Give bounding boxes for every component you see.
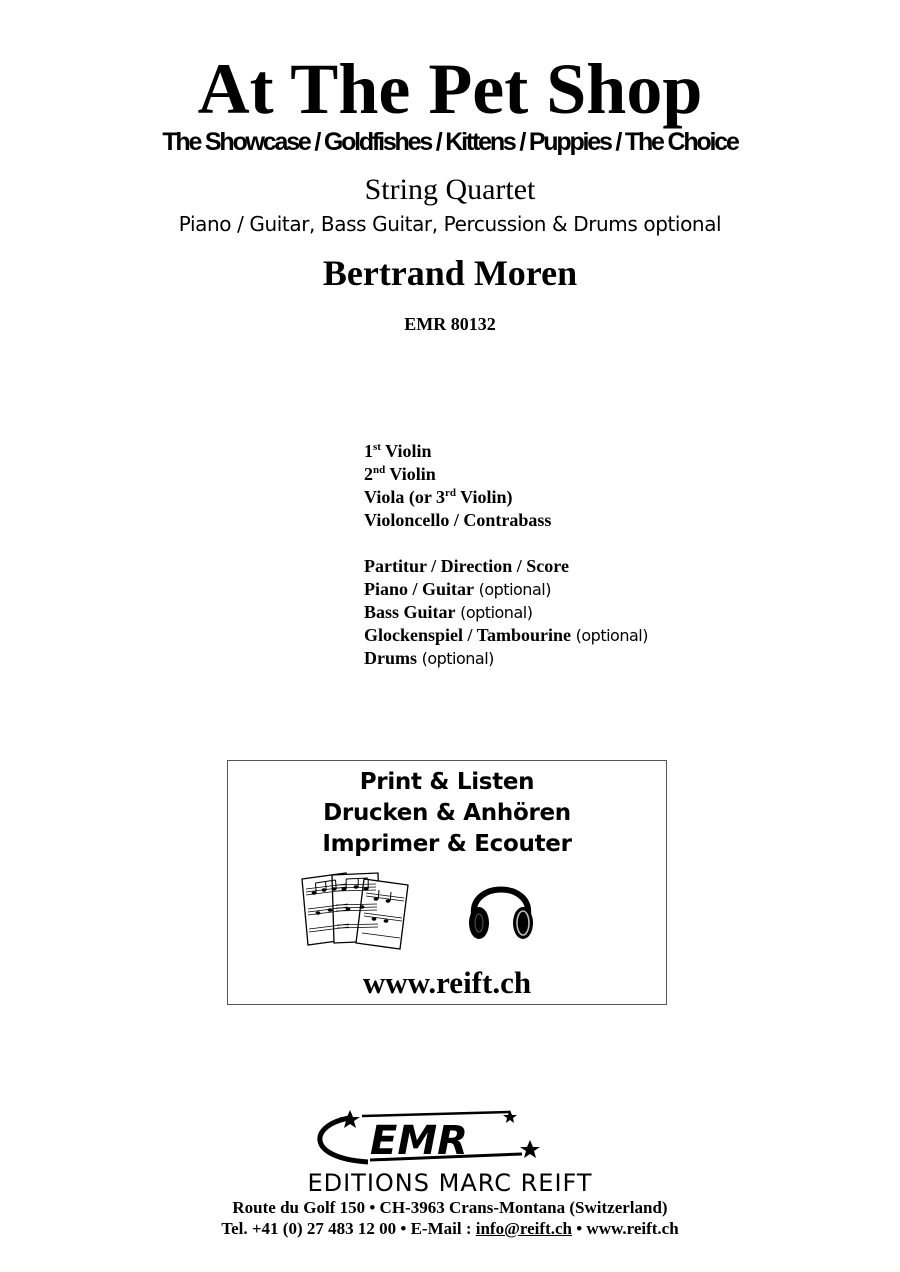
svg-text:EMR: EMR	[370, 1118, 468, 1164]
parts-list	[364, 440, 648, 670]
publisher-name: EDITIONS MARC REIFT	[307, 1169, 593, 1197]
part-drums: Drums (optional)	[364, 648, 494, 668]
publisher-contact: Tel. +41 (0) 27 483 12 00 • E-Mail : info@reift.ch • www.reift.ch	[221, 1219, 679, 1238]
part-glockenspiel: Glockenspiel / Tambourine (optional)	[364, 625, 648, 645]
composer-name: Bertrand Moren	[322, 253, 578, 293]
part-score: Partitur / Direction / Score	[364, 556, 569, 576]
part-bass-guitar: Bass Guitar (optional)	[364, 602, 533, 622]
ensemble-label: String Quartet	[364, 173, 536, 206]
headphones-icon	[466, 869, 536, 949]
emr-logo	[310, 1110, 550, 1170]
promo-line-french: Imprimer & Ecouter	[322, 831, 572, 857]
promo-line-english: Print & Listen	[359, 769, 535, 795]
part-cello: Violoncello / Contrabass	[364, 510, 552, 530]
movement-list: The Showcase / Goldfishes / Kittens / Puppies / The Choice	[162, 128, 738, 156]
catalog-number: EMR 80132	[404, 314, 496, 334]
part-piano: Piano / Guitar (optional)	[364, 579, 551, 599]
promo-line-german: Drucken & Anhören	[323, 800, 571, 826]
sheet-music-icon	[300, 869, 412, 951]
email-link[interactable]: info@reift.ch	[475, 1219, 572, 1238]
part-violin-1: 1st Violin	[364, 441, 432, 461]
page-title: At The Pet Shop	[197, 49, 703, 129]
promo-website-link[interactable]: www.reift.ch	[362, 965, 532, 1000]
part-viola: Viola (or 3rd Violin)	[364, 487, 513, 507]
print-listen-box	[227, 760, 667, 1005]
publisher-address: Route du Golf 150 • CH-3963 Crans-Montana (Switzerland)	[232, 1198, 668, 1217]
part-violin-2: 2nd Violin	[364, 464, 436, 484]
optional-instruments: Piano / Guitar, Bass Guitar, Percussion & Drums optional	[178, 212, 722, 236]
